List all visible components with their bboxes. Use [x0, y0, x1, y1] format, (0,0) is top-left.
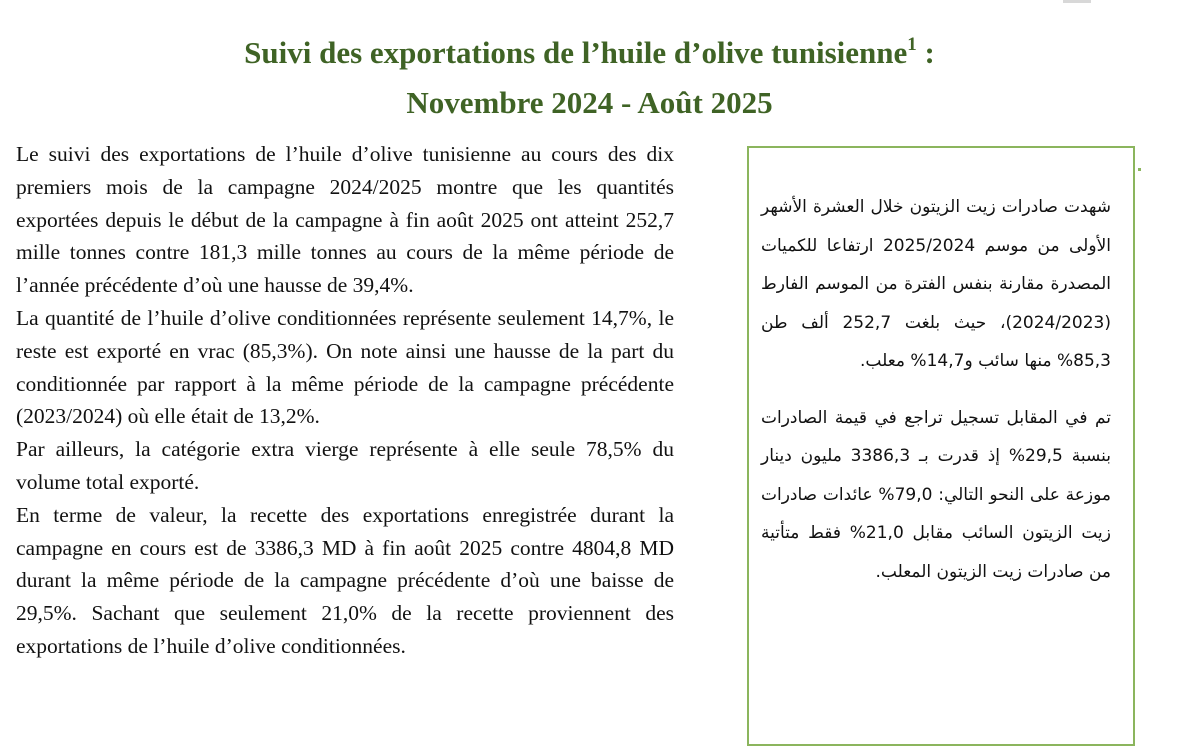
french-summary: [16, 138, 674, 663]
arabic-summary-box: [747, 146, 1135, 746]
title-colon: :: [916, 35, 935, 70]
fr-paragraph-packaging: La quantité de l’huile d’olive conditionnées représente seulement 14,7%, le reste est exporté en vrac (85,3%). On note ainsi une hausse de la part du conditionnée par rapport à la même période de la campagne précédente (2023/2024) où elle était de 13,2%.: [16, 305, 674, 429]
fr-paragraph-quantities: Le suivi des exportations de l’huile d’olive tunisienne au cours des dix premiers mois de la campagne 2024/2025 montre que les quantités exportées depuis le début de la campagne à fin août 2025 ont atteint 252,7 mille tonnes contre 181,3 mille tonnes au cours de la même période de l’année précédente d’où une hausse de 39,4%.: [16, 142, 674, 298]
arabic-summary: [761, 188, 1111, 591]
footnote-mark: 1: [907, 34, 917, 55]
title-line-2: Novembre 2024 - Août 2025: [406, 85, 773, 120]
fr-paragraph-value: En terme de valeur, la recette des exportations enregistrée durant la campagne en cours est de 3386,3 MD à fin août 2025 contre 4804,8 MD durant la même période de la campagne précédente d’où une baisse de 29,5%. Sachant que seulement 21,0% de la recette proviennent des exportations de l’huile d’olive conditionnées.: [16, 502, 674, 658]
title-line-1: [0, 28, 1179, 78]
ar-paragraph-quantities: شهدت صادرات زيت الزيتون خلال العشرة الأشهر الأولى من موسم 2025/2024 ارتفاعا للكميات المصدرة مقارنة بنفس الفترة من الموسم الفارط (2024/2023)، حيث بلغت 252,7 ألف طن 85,3% منها سائب و14,7% معلب.: [761, 197, 1111, 371]
top-edge-mark: [1063, 0, 1091, 3]
ar-paragraph-value: تم في المقابل تسجيل تراجع في قيمة الصادرات بنسبة 29,5% إذ قدرت بـ 3386,3 مليون دينار موزعة على النحو التالي: 79,0% عائدات صادرات زيت الزيتون السائب مقابل 21,0% فقط متأتية من صادرات زيت الزيتون المعلب.: [761, 407, 1112, 582]
box-edge-mark: [1138, 168, 1141, 171]
fr-paragraph-extra-virgin: Par ailleurs, la catégorie extra vierge représente à elle seule 78,5% du volume total exporté.: [16, 437, 674, 494]
title-text: Suivi des exportations de l’huile d’olive tunisienne: [244, 35, 908, 70]
page-title: [0, 28, 1179, 128]
